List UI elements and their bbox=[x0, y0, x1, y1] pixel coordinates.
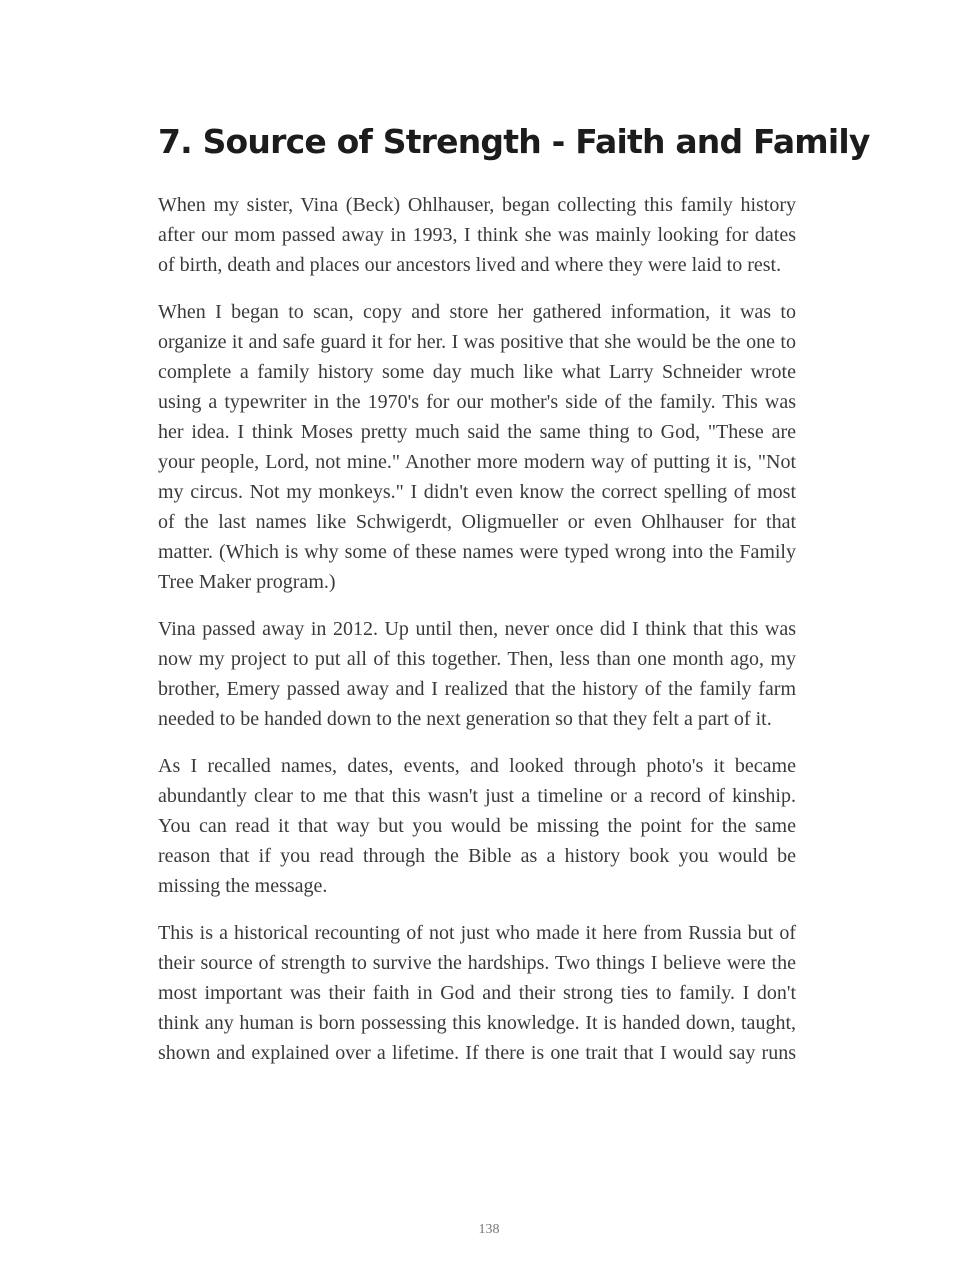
paragraph: When my sister, Vina (Beck) Ohlhauser, began collecting this family history after our mom passed away in 1993, I think she was mainly looking for dates of birth, death and places our ancestors lived and where they were laid to rest. bbox=[158, 194, 796, 276]
paragraph: Vina passed away in 2012. Up until then, never once did I think that this was now my project to put all of this together. Then, less than one month ago, my brother, Emery passed away and I realized that the history of the family farm needed to be handed down to the next generation so that they felt a part of it. bbox=[158, 618, 796, 730]
paragraph: As I recalled names, dates, events, and looked through photo's it became abundantly clear to me that this wasn't just a timeline or a record of kinship. You can read it that way but you would be missing the point for the same reason that if you read through the Bible as a history book you would be missing the message. bbox=[158, 755, 796, 897]
paragraph: When I began to scan, copy and store her gathered information, it was to organize it and safe guard it for her. I was positive that she would be the one to complete a family history some day much like what Larry Schneider wrote using a typewriter in the 1970's for our mother's side of the family. This was her idea. I think Moses pretty much said the same thing to God, "These are your people, Lord, not mine." Another more modern way of putting it is, "Not my circus. Not my monkeys." I didn't even know the correct spelling of most of the last names like Schwigerdt, Oligmueller or even Ohlhauser for that matter. (Which is why some of these names were typed wrong into the Family Tree Maker program.) bbox=[158, 301, 796, 593]
paragraph: This is a historical recounting of not just who made it here from Russia but of their source of strength to survive the hardships. Two things I believe were the most important was their faith in God and their strong ties to family. I don't think any human is born possessing this knowledge. It is handed down, taught, shown and explained over a lifetime. If there is one trait that I would say runs bbox=[158, 922, 796, 1064]
page-number: 138 bbox=[478, 1222, 500, 1237]
chapter-title: 7. Source of Strength - Faith and Family bbox=[158, 122, 870, 161]
chapter-body bbox=[158, 190, 796, 1085]
